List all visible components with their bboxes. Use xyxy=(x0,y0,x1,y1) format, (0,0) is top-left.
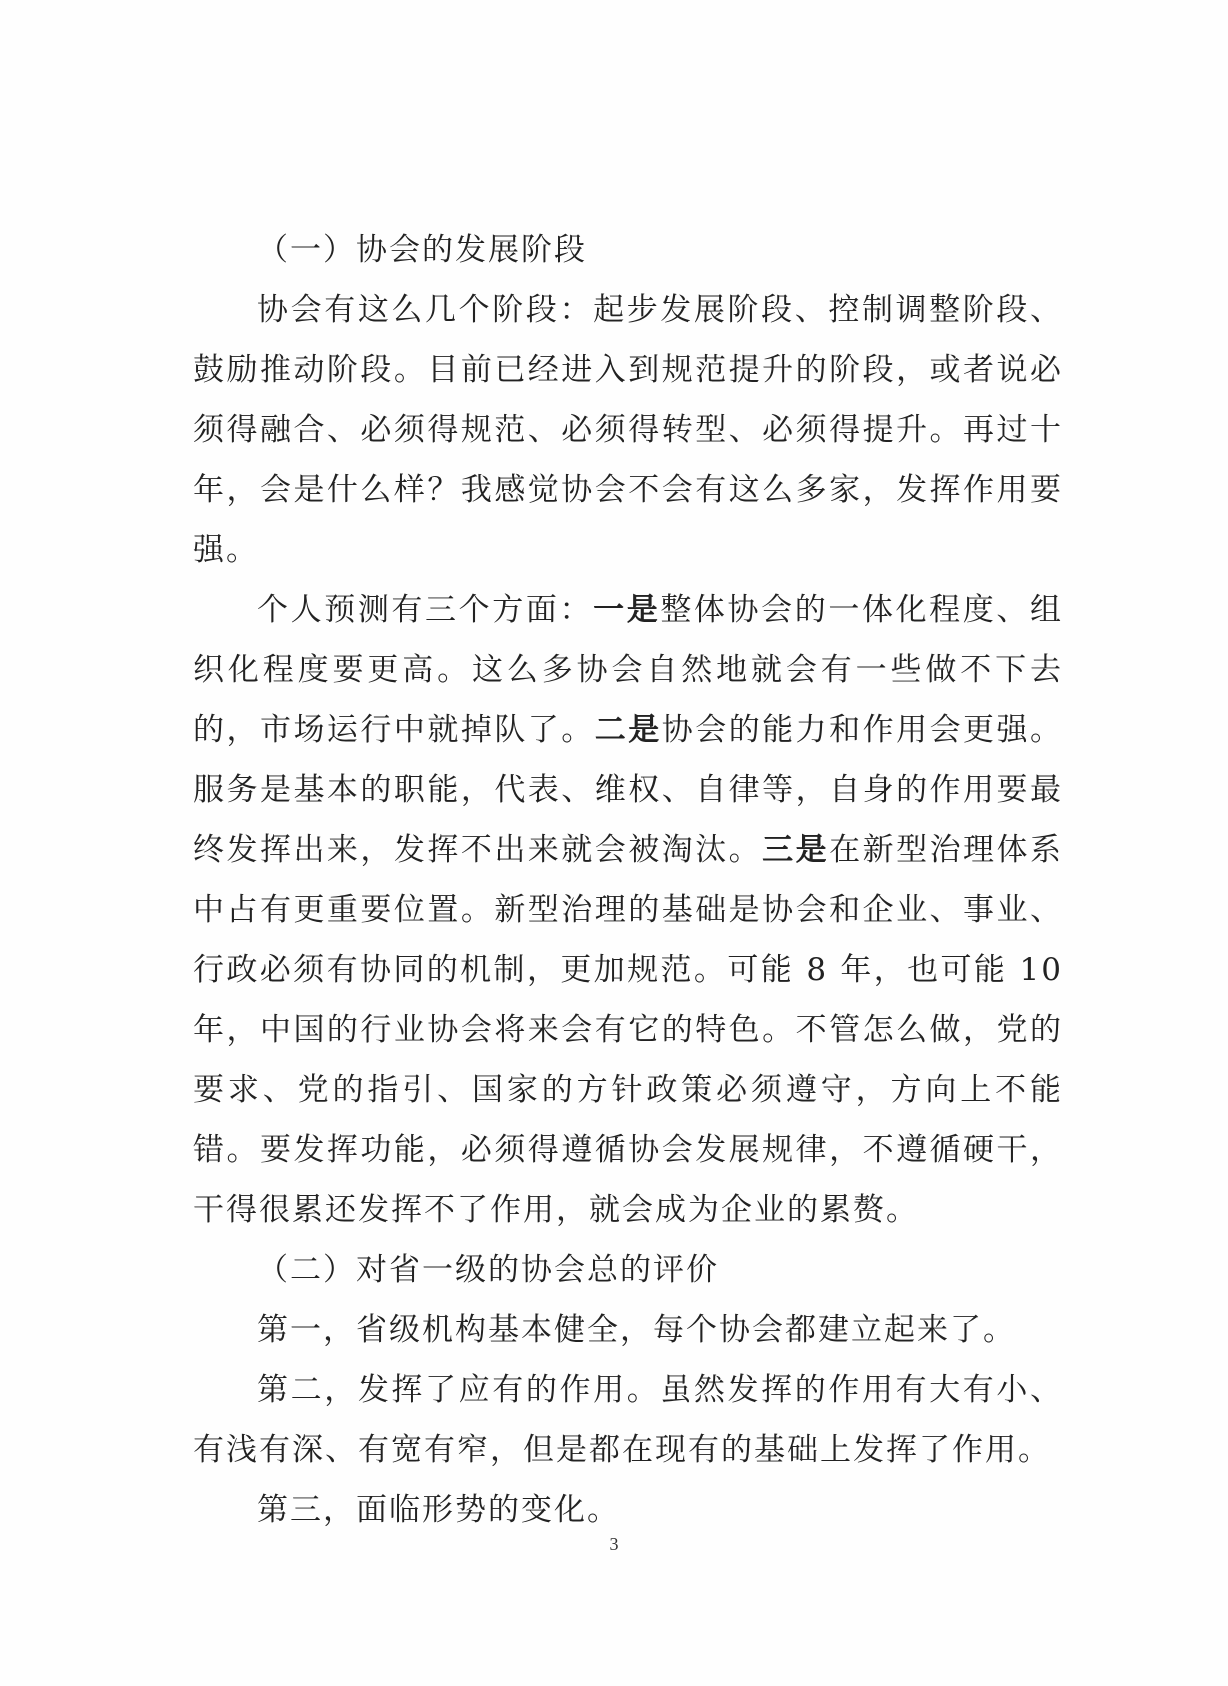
paragraph-evaluation-third: 第三，面临形势的变化。 xyxy=(257,1492,620,1528)
paragraph-evaluation-second: 第二，发挥了应有的作用。虽然发挥的作用有大有小、有浅有深、有宽有窄，但是都在现有的基础上发挥了作用。 xyxy=(193,1372,1063,1468)
paragraph-evaluation-first: 第一，省级机构基本健全，每个协会都建立起来了。 xyxy=(257,1312,1016,1348)
section-heading-development-stages: （一）协会的发展阶段 xyxy=(257,232,587,268)
prediction-text-2: 协会的能力和作用会更强。服务是基本的职能，代表、维权、自律等，自身的作用要最终发挥出来，发挥不出来就会被淘汰。 xyxy=(193,712,1064,868)
prediction-lead-3: 三是 xyxy=(762,832,830,868)
document-body xyxy=(193,220,1063,1540)
paragraph-stages: 协会有这么几个阶段：起步发展阶段、控制调整阶段、鼓励推动阶段。目前已经进入到规范提升的阶段，或者说必须得融合、必须得规范、必须得转型、必须得提升。再过十年，会是什么样？我感觉协会不会有这么多家，发挥作用要强。 xyxy=(193,292,1063,568)
prediction-lead-2: 二是 xyxy=(594,712,662,748)
paragraph-prediction xyxy=(193,580,1063,1240)
section-heading-provincial-evaluation: （二）对省一级的协会总的评价 xyxy=(257,1252,719,1288)
prediction-text-1: 整体协会的一体化程度、组织化程度要更高。这么多协会自然地就会有一些做不下去的，市场运行中就掉队了。 xyxy=(193,592,1064,748)
page-number: 3 xyxy=(609,1534,619,1554)
prediction-text-3: 在新型治理体系中占有更重要位置。新型治理的基础是协会和企业、事业、行政必须有协同的机制，更加规范。可能 8 年，也可能 10 年，中国的行业协会将来会有它的特色。不管怎么做，党的要求、党的指引、国家的方针政策必须遵守，方向上不能错。要发挥功能，必须得遵循协会发展规律，不遵循硬干，干得很累还发挥不了作用，就会成为企业的累赘。 xyxy=(193,832,1064,1228)
prediction-lead-1: 一是 xyxy=(593,592,661,628)
prediction-intro: 个人预测有三个方面： xyxy=(257,592,594,628)
